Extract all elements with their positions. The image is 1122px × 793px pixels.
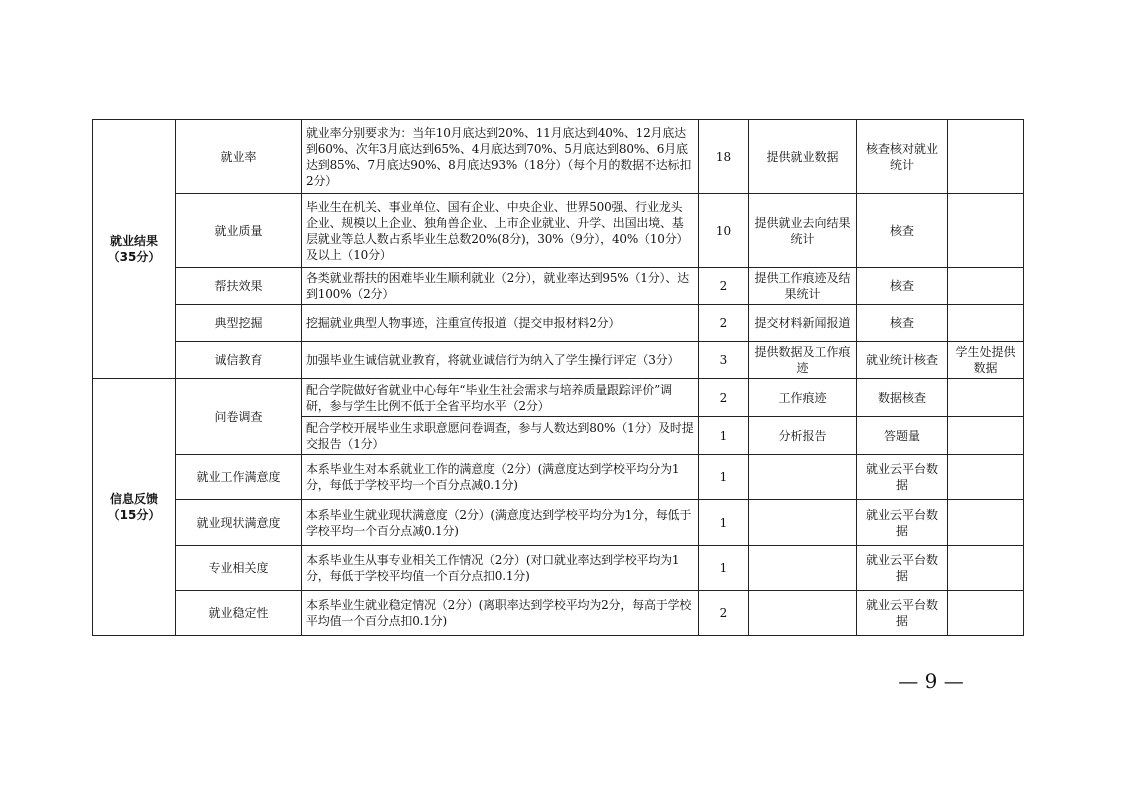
- note-cell: [948, 455, 1024, 500]
- item-cell: 帮扶效果: [176, 268, 302, 305]
- table-row: [93, 120, 1024, 194]
- points-cell: 1: [699, 455, 749, 500]
- verification-cell: 就业统计核查: [857, 342, 948, 379]
- note-cell: [948, 120, 1024, 194]
- verification-cell: 就业云平台数据: [857, 455, 948, 500]
- materials-cell: 分析报告: [749, 417, 857, 455]
- materials-cell: 提供工作痕迹及结果统计: [749, 268, 857, 305]
- category-score: （15分）: [107, 508, 161, 522]
- verification-cell: 就业云平台数据: [857, 500, 948, 546]
- page-number: — 9 —: [898, 669, 964, 693]
- table-row: [93, 546, 1024, 591]
- points-cell: 2: [699, 305, 749, 342]
- points-cell: 2: [699, 268, 749, 305]
- materials-cell: [749, 455, 857, 500]
- description-cell: 配合学校开展毕业生求职意愿问卷调查，参与人数达到80%（1分）及时提交报告（1分）: [302, 417, 699, 455]
- description-cell: 就业率分别要求为：当年10月底达到20%、11月底达到40%、12月底达到60%、次年3月底达到65%、4月底达到70%、5月底达到80%、6月底达到85%、7月底达90%、8月底达93%（18分）（每个月的数据不达标扣2分）: [302, 120, 699, 194]
- category-name: 就业结果: [109, 234, 158, 248]
- materials-cell: [749, 500, 857, 546]
- description-cell: 配合学院做好省就业中心每年“毕业生社会需求与培养质量跟踪评价”调研，参与学生比例不低于全省平均水平（2分）: [302, 379, 699, 417]
- materials-cell: 提交材料新闻报道: [749, 305, 857, 342]
- note-cell: [948, 500, 1024, 546]
- note-cell: [948, 379, 1024, 417]
- table-row: [93, 500, 1024, 546]
- verification-cell: 就业云平台数据: [857, 546, 948, 591]
- verification-cell: 核查: [857, 305, 948, 342]
- points-cell: 1: [699, 417, 749, 455]
- category-employment-results: [93, 120, 176, 379]
- points-cell: 1: [699, 546, 749, 591]
- materials-cell: 工作痕迹: [749, 379, 857, 417]
- verification-cell: 核查: [857, 194, 948, 268]
- category-info-feedback: [93, 379, 176, 636]
- materials-cell: [749, 591, 857, 636]
- category-name: 信息反馈: [109, 492, 158, 506]
- description-cell: 加强毕业生诚信就业教育，将就业诚信行为纳入了学生操行评定（3分）: [302, 342, 699, 379]
- points-cell: 3: [699, 342, 749, 379]
- table-row: [93, 305, 1024, 342]
- verification-cell: 核查: [857, 268, 948, 305]
- item-cell: 就业现状满意度: [176, 500, 302, 546]
- table-row: [93, 455, 1024, 500]
- table-row: [93, 268, 1024, 305]
- description-cell: 本系毕业生从事专业相关工作情况（2分）(对口就业率达到学校平均为1分，每低于学校平均值一个百分点扣0.1分): [302, 546, 699, 591]
- materials-cell: 提供就业数据: [749, 120, 857, 194]
- note-cell: [948, 194, 1024, 268]
- description-cell: 各类就业帮扶的困难毕业生顺利就业（2分），就业率达到95%（1分）、达到100%（2分）: [302, 268, 699, 305]
- note-cell: 学生处提供数据: [948, 342, 1024, 379]
- note-cell: [948, 305, 1024, 342]
- verification-cell: 答题量: [857, 417, 948, 455]
- note-cell: [948, 268, 1024, 305]
- item-cell: 问卷调查: [176, 379, 302, 455]
- description-cell: 本系毕业生就业稳定情况（2分）(离职率达到学校平均为2分，每高于学校平均值一个百分点扣0.1分): [302, 591, 699, 636]
- table-row: [93, 591, 1024, 636]
- description-cell: 本系毕业生就业现状满意度（2分）(满意度达到学校平均分为1分，每低于学校平均一个百分点减0.1分): [302, 500, 699, 546]
- verification-cell: 就业云平台数据: [857, 591, 948, 636]
- item-cell: 就业率: [176, 120, 302, 194]
- points-cell: 1: [699, 500, 749, 546]
- points-cell: 2: [699, 379, 749, 417]
- category-score: （35分）: [107, 250, 161, 264]
- item-cell: 典型挖掘: [176, 305, 302, 342]
- note-cell: [948, 591, 1024, 636]
- item-cell: 就业工作满意度: [176, 455, 302, 500]
- table-row: [93, 342, 1024, 379]
- verification-cell: 核查核对就业统计: [857, 120, 948, 194]
- table-row: [93, 379, 1024, 417]
- materials-cell: 提供就业去向结果统计: [749, 194, 857, 268]
- item-cell: 就业质量: [176, 194, 302, 268]
- verification-cell: 数据核查: [857, 379, 948, 417]
- materials-cell: 提供数据及工作痕迹: [749, 342, 857, 379]
- description-cell: 毕业生在机关、事业单位、国有企业、中央企业、世界500强、行业龙头企业、规模以上企业、独角兽企业、上市企业就业、升学、出国出境、基层就业等总人数占系毕业生总数20%(8分)，30%（9分），40%（10分）及以上（10分）: [302, 194, 699, 268]
- description-cell: 挖掘就业典型人物事迹，注重宣传报道（提交申报材料2分）: [302, 305, 699, 342]
- scoring-table: [92, 119, 1024, 636]
- points-cell: 18: [699, 120, 749, 194]
- description-cell: 本系毕业生对本系就业工作的满意度（2分）(满意度达到学校平均分为1分，每低于学校平均一个百分点减0.1分): [302, 455, 699, 500]
- note-cell: [948, 417, 1024, 455]
- table-row: [93, 194, 1024, 268]
- points-cell: 2: [699, 591, 749, 636]
- note-cell: [948, 546, 1024, 591]
- item-cell: 就业稳定性: [176, 591, 302, 636]
- materials-cell: [749, 546, 857, 591]
- item-cell: 诚信教育: [176, 342, 302, 379]
- item-cell: 专业相关度: [176, 546, 302, 591]
- points-cell: 10: [699, 194, 749, 268]
